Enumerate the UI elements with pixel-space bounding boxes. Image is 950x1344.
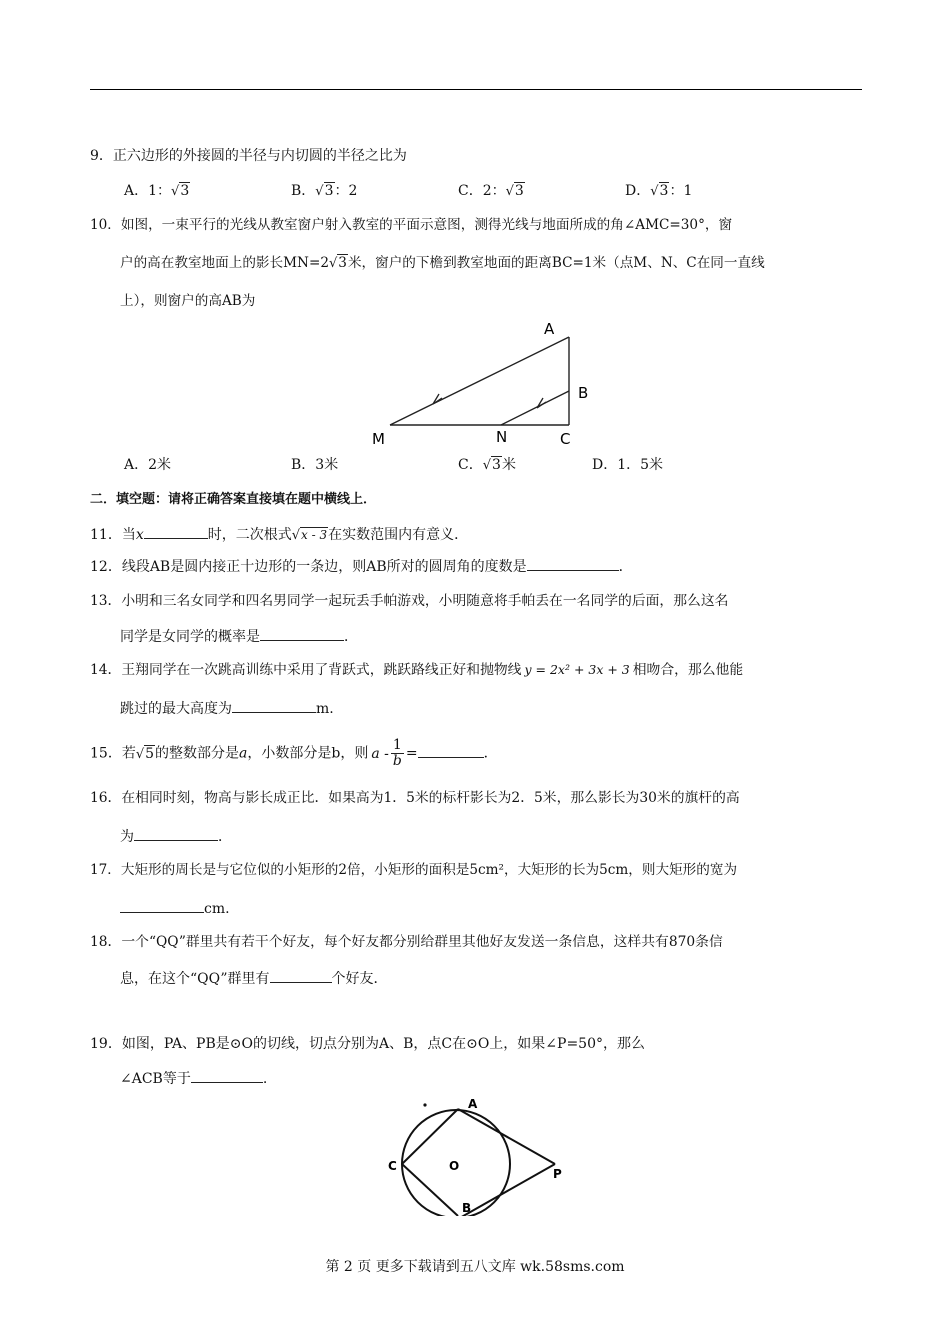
q16-line1: 16．在相同时刻，物高与影长成正比．如果高为1．5米的标杆影长为2．5米，那么影长为30米的旗杆的高 xyxy=(90,790,740,806)
arrow-icon xyxy=(537,398,546,408)
q10-option-b[interactable]: B．3米 xyxy=(291,457,339,473)
sqrt-symbol: √3 xyxy=(315,183,334,199)
fraction: $\frac{1}{b}$ xyxy=(392,737,402,769)
q18-line2: 息，在这个“QQ”群里有 个好友． xyxy=(120,968,388,989)
sqrt-symbol: √3 xyxy=(171,183,190,199)
tangent-pa xyxy=(458,1109,555,1164)
dot-mark xyxy=(423,1103,426,1106)
q11: 11．当x 时，二次根式√x - 3在实数范围内有意义． xyxy=(90,524,468,546)
answer-blank[interactable] xyxy=(418,743,484,758)
q10-line2: 户的高在教室地面上的影长MN=2√3米，窗户的下檐到教室地面的距离BC=1米（点M、N、C在同一直线 xyxy=(120,253,765,274)
tangent-pb xyxy=(458,1164,555,1216)
q14-line2: 跳过的最大高度为 m. xyxy=(120,698,334,719)
q9-option-b[interactable]: B．√3：2 xyxy=(291,181,357,202)
q10-line3: 上），则窗户的高AB为 xyxy=(120,293,256,309)
q9-option-a[interactable]: A．1：√3 xyxy=(124,181,190,202)
q17-line1: 17．大矩形的周长是与它位似的小矩形的2倍，小矩形的面积是5cm²，大矩形的长为5cm，则大矩形的宽为 xyxy=(90,862,738,878)
q10-figure xyxy=(360,318,600,450)
answer-blank[interactable] xyxy=(144,524,208,539)
q16-line2: 为 ． xyxy=(120,826,232,847)
page-footer: 第 2 页 更多下载请到五八文库 wk.58sms.com xyxy=(325,1259,625,1275)
q10-line1: 10．如图，一束平行的光线从教室窗户射入教室的平面示意图，测得光线与地面所成的角∠AMC=30°，窗 xyxy=(90,217,733,233)
q18-line1: 18．一个“QQ”群里共有若干个好友，每个好友都分别给群里其他好友发送一条信息，这样共有870条信 xyxy=(90,934,723,950)
q13-line1: 13．小明和三名女同学和四名男同学一起玩丢手帕游戏，小明随意将手帕丢在一名同学的后面，那么这名 xyxy=(90,593,729,609)
label-b: B xyxy=(578,384,589,402)
q10-option-d[interactable]: D．1．5米 xyxy=(592,457,664,473)
answer-blank[interactable] xyxy=(232,698,316,713)
label-c: C xyxy=(560,430,571,448)
label-m: M xyxy=(372,430,385,448)
q14-line1: 14．王翔同学在一次跳高训练中采用了背跃式，跳跃路线正好和抛物线 y = 2x² + 3x + 3 相吻合，那么他能 xyxy=(90,662,744,678)
sqrt-symbol: √3 xyxy=(482,457,501,473)
q9-stem: 9．正六边形的外接圆的半径与内切圆的半径之比为 xyxy=(90,148,407,164)
label-c: C xyxy=(388,1159,397,1173)
q13-line2: 同学是女同学的概率是 ． xyxy=(120,626,358,647)
label-p: P xyxy=(553,1167,562,1181)
q10-option-a[interactable]: A．2米 xyxy=(124,457,172,473)
answer-blank[interactable] xyxy=(134,826,218,841)
sqrt-symbol: √5 xyxy=(135,745,155,762)
ray-am xyxy=(390,337,569,425)
sqrt-symbol: √x - 3 xyxy=(291,528,328,543)
q9-option-d[interactable]: D．√3：1 xyxy=(625,181,692,202)
sqrt-symbol: √3 xyxy=(505,183,524,199)
label-o: O xyxy=(449,1159,460,1173)
q19-line2: ∠ACB等于 . xyxy=(120,1068,267,1089)
q15: 15．若√5的整数部分是a，小数部分是b，则 a - $\frac{1}{b}$ = ． xyxy=(90,737,498,769)
ray-bn xyxy=(501,391,569,425)
label-a: A xyxy=(544,320,555,338)
q9-option-c[interactable]: C．2：√3 xyxy=(458,181,525,202)
arrow-icon xyxy=(433,394,442,404)
label-a: A xyxy=(468,1097,478,1111)
label-b: B xyxy=(462,1201,472,1215)
section-heading: 二．填空题：请将正确答案直接填在题中横线上． xyxy=(90,492,377,507)
q12: 12．线段AB是圆内接正十边形的一条边，则AB所对的圆周角的度数是 ． xyxy=(90,556,633,577)
answer-blank[interactable] xyxy=(260,626,344,641)
answer-blank[interactable] xyxy=(120,898,204,913)
sqrt-symbol: √3 xyxy=(650,183,669,199)
parabola-formula: y = 2x² + 3x + 3 xyxy=(524,662,630,677)
sqrt-symbol: √3 xyxy=(328,255,347,271)
answer-blank[interactable] xyxy=(527,556,619,571)
q19-figure xyxy=(385,1092,585,1216)
answer-blank[interactable] xyxy=(270,968,332,983)
label-n: N xyxy=(496,428,508,446)
q10-option-c[interactable]: C．√3米 xyxy=(458,455,516,476)
header-rule xyxy=(90,89,862,90)
q17-line2: cm. xyxy=(120,898,230,919)
q19-line1: 19．如图，PA、PB是⊙O的切线，切点分别为A、B，点C在⊙O上，如果∠P=50°，那么 xyxy=(90,1036,645,1052)
answer-blank[interactable] xyxy=(191,1068,263,1083)
